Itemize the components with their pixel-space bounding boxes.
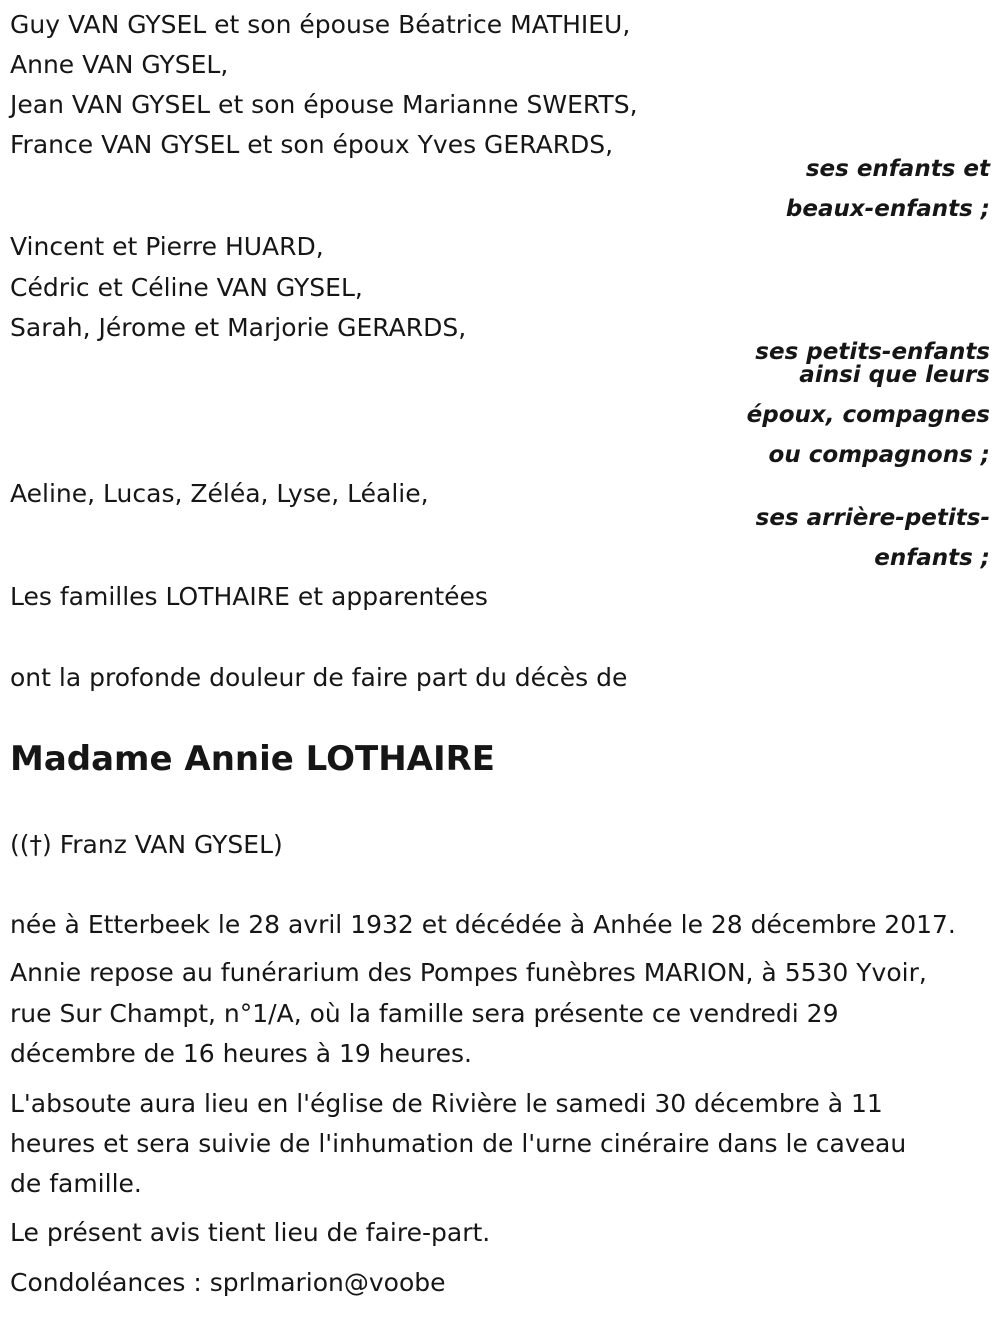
ceremony-line: heures et sera suivie de l'inhumation de l'urne cinéraire dans le caveau [10, 1129, 907, 1158]
announcement-text: ont la profonde douleur de faire part du décès de [10, 663, 628, 692]
birth-death-line: née à Etterbeek le 28 avril 1932 et décédée à Anhée le 28 décembre 2017. [10, 910, 956, 939]
relation-label: enfants ; [874, 545, 990, 571]
family-member-line: Vincent et Pierre HUARD, [10, 232, 324, 261]
family-member-line: Aeline, Lucas, Zéléa, Lyse, Léalie, [10, 479, 429, 508]
notice-line: Le présent avis tient lieu de faire-part. [10, 1218, 491, 1247]
relation-label: ou compagnons ; [768, 442, 990, 468]
relation-label: ses arrière-petits- [755, 505, 990, 531]
relation-label: beaux-enfants ; [785, 196, 990, 222]
relation-label: ses petits-enfants [755, 339, 990, 365]
ceremony-line: L'absoute aura lieu en l'église de Rivière le samedi 30 décembre à 11 [10, 1089, 883, 1118]
family-member-line: Jean VAN GYSEL et son épouse Marianne SWERTS, [10, 90, 638, 119]
family-member-line: Sarah, Jérome et Marjorie GERARDS, [10, 313, 467, 342]
family-member-line: Guy VAN GYSEL et son épouse Béatrice MATHIEU, [10, 10, 631, 39]
funeral-home-line: rue Sur Champt, n°1/A, où la famille sera présente ce vendredi 29 [10, 999, 839, 1028]
family-member-line: Cédric et Céline VAN GYSEL, [10, 273, 363, 302]
other-family-line: Les familles LOTHAIRE et apparentées [10, 582, 488, 611]
deceased-name: Madame Annie LOTHAIRE [10, 739, 496, 779]
condolences-line: Condoléances : sprlmarion@voobe [10, 1268, 446, 1297]
family-member-line: Anne VAN GYSEL, [10, 50, 229, 79]
ceremony-line: de famille. [10, 1169, 142, 1198]
relation-label: époux, compagnes [746, 402, 990, 428]
relation-label: ses enfants et [805, 156, 990, 182]
funeral-home-line: décembre de 16 heures à 19 heures. [10, 1039, 472, 1068]
relation-label: ainsi que leurs [799, 362, 990, 388]
spouse-line: ((†) Franz VAN GYSEL) [10, 830, 283, 859]
funeral-home-line: Annie repose au funérarium des Pompes funèbres MARION, à 5530 Yvoir, [10, 958, 927, 987]
family-member-line: France VAN GYSEL et son époux Yves GERARDS, [10, 130, 614, 159]
